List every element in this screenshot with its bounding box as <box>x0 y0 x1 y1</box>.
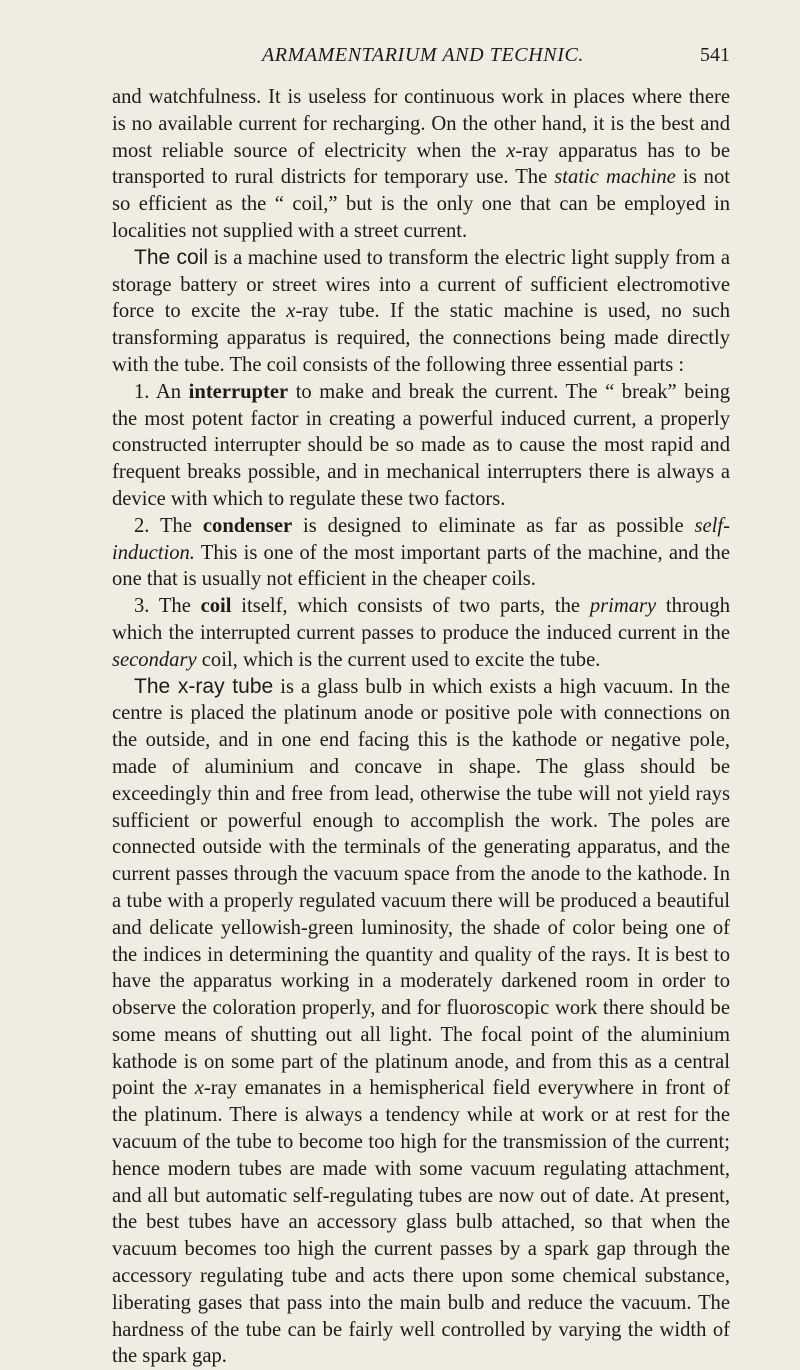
p1-text-c: is not so efficient as the “ coil,” but is the only one that can be employed in localities not supplied with a street current. <box>112 166 730 242</box>
p1-static-machine: static machine <box>554 166 676 189</box>
p2-x-italic: x <box>286 300 296 323</box>
running-head: ARMAMENTARIUM AND TECHNIC. <box>261 44 585 66</box>
p5-number: 3. The <box>134 595 201 618</box>
p2-text-a: is a machine used to transform the electric light supply from a storage battery or street wires into a current of sufficient electromotive force to excite the <box>112 246 731 323</box>
page-number: 541 <box>700 44 730 66</box>
paragraph-3 <box>112 379 730 513</box>
p4-text-b: This is one of the most important parts of the machine, and the one that is usually not efficient in the cheaper coils. <box>112 541 730 591</box>
paragraph-4 <box>112 513 730 593</box>
p6-term-x-ray-tube: The x-ray tube <box>134 674 274 698</box>
p1-text-b: -ray apparatus has to be transported to rural districts for temporary use. The <box>112 139 730 189</box>
p5-secondary: secondary <box>112 648 197 671</box>
p5-term-coil: coil <box>200 595 232 618</box>
p3-text-a: to make and break the current. The “ break” being the most potent factor in creating a powerful induced current, a properly constructed interrupter should be so made as to cause the most rapid and frequent breaks possible, and in mechanical interrupters there is always a device with which to regulate these two factors. <box>112 380 730 510</box>
p6-text-b: -ray emanates in a hemispherical field everywhere in front of the platinum. There is always a tendency while at work or at rest for the vacuum of the tube to become too high for the transmission of the current; hence modern tubes are made with some vacuum regulating attachment, and all but automatic self-regulating tubes are now out of date. At present, the best tubes have an accessory glass bulb attached, so that when the vacuum becomes too high the current passes by a spark gap through the accessory regulating tube and acts there upon some chemical substance, liberating gases that pass into the main bulb and reduce the vacuum. The hardness of the tube can be fairly well controlled by varying the width of the spark gap. <box>112 1077 730 1368</box>
p3-term-interrupter: interrupter <box>188 380 289 403</box>
paragraph-1 <box>112 84 730 245</box>
paragraph-5 <box>112 593 730 673</box>
p5-text-b: through which the interrupted current passes to produce the induced current in the <box>112 595 730 644</box>
p5-text-a: itself, which consists of two parts, the <box>231 595 590 618</box>
p4-term-condenser: condenser <box>202 514 293 537</box>
p1-text-a: and watchfulness. It is useless for continuous work in places where there is no available current for recharging. On the other hand, it is the best and most reliable source of electricity when the <box>112 86 730 162</box>
p5-text-c: coil, which is the current used to excite the tube. <box>196 648 601 671</box>
p6-text-a: is a glass bulb in which exists a high vacuum. In the centre is placed the platinum anode or positive pole with connections on the outside, and in one end facing this is the kathode or negative pole, made of aluminium and concave in shape. The glass should be exceedingly thin and free from lead, otherwise the tube will not yield rays sufficient or powerful enough to accomplish the work. The poles are connected outside with the terminals of the generating apparatus, and the current passes through the vacuum space from the anode to the kathode. In a tube with a properly regulated vacuum there will be produced a beautiful and delicate yellowish-green luminosity, the shade of color being one of the indices in determining the quantity and quality of the rays. It is best to have the apparatus working in a moderately darkened room in order to observe the coloration properly, and for fluoroscopic work there should be some means of shutting out all light. The focal point of the aluminium kathode is on some part of the platinum anode, and from this as a central point the <box>112 675 730 1100</box>
p2-text-b: -ray tube. If the static machine is used, no such transforming apparatus is required, the connections being made directly with the tube. The coil consists of the following three essential parts : <box>112 300 730 376</box>
page-header <box>116 44 730 74</box>
p5-primary: primary <box>589 595 657 618</box>
p6-x-italic: x <box>194 1077 204 1100</box>
p4-self-induction: self-induction. <box>112 514 730 564</box>
p4-number: 2. The <box>134 514 203 537</box>
p3-number: 1. An <box>134 380 189 403</box>
p1-x-italic: x <box>506 139 516 162</box>
paragraph-6 <box>112 674 730 1370</box>
body-text <box>112 84 730 1370</box>
p2-term-coil: The coil <box>134 245 209 269</box>
p4-text-a: is designed to eliminate as far as possible <box>292 514 695 537</box>
paragraph-2 <box>112 245 730 379</box>
